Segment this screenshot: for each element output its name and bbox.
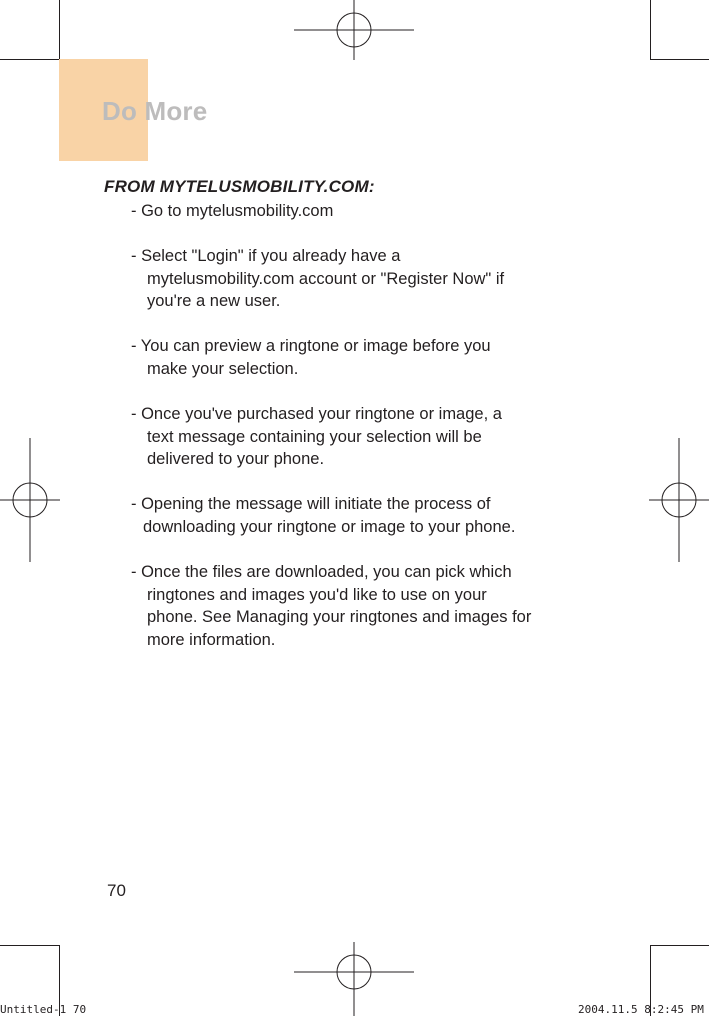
registration-mark-icon [0,438,60,562]
crop-mark [650,0,651,59]
list-item [131,335,491,380]
list-item [131,403,502,471]
registration-mark-icon [649,438,709,562]
slug-right: 2004.11.5 8:2:45 PM [578,1003,704,1016]
step-line: - Once the files are downloaded, you can pick which [131,563,512,581]
registration-mark-icon [294,942,414,1016]
list-item [131,561,531,651]
page-number: 70 [107,881,126,900]
step-line: phone. See Managing your ringtones and images for [147,608,532,626]
section-title: Do More [102,96,208,126]
step-line: more information. [147,630,276,649]
step-line: - Opening the message will initiate the process of [131,495,491,513]
crop-mark [650,59,709,60]
list-item [131,245,504,313]
step-line: - Select "Login" if you already have a [131,247,401,265]
step-line: text message containing your selection will be [147,427,482,446]
step-line: - Go to mytelusmobility.com [131,202,334,220]
step-line: ringtones and images you'd like to use on your [147,585,487,604]
slug-left: Untitled-1 70 [0,1003,87,1016]
step-line: you're a new user. [147,292,281,310]
crop-mark [650,945,709,946]
crop-mark [0,59,59,60]
step-line: delivered to your phone. [147,450,325,468]
list-item [131,493,515,538]
registration-mark-icon [294,0,414,60]
step-line: - You can preview a ringtone or image before you [131,337,491,355]
step-line: - Once you've purchased your ringtone or image, a [131,405,502,423]
step-line: make your selection. [147,359,299,378]
crop-mark [59,0,60,59]
step-line: downloading your ringtone or image to your phone. [143,517,516,536]
crop-mark [0,945,59,946]
list-item [131,200,333,223]
page-heading: FROM MYTELUSMOBILITY.COM: [104,177,375,196]
step-line: mytelusmobility.com account or "Register Now" if [147,269,505,288]
